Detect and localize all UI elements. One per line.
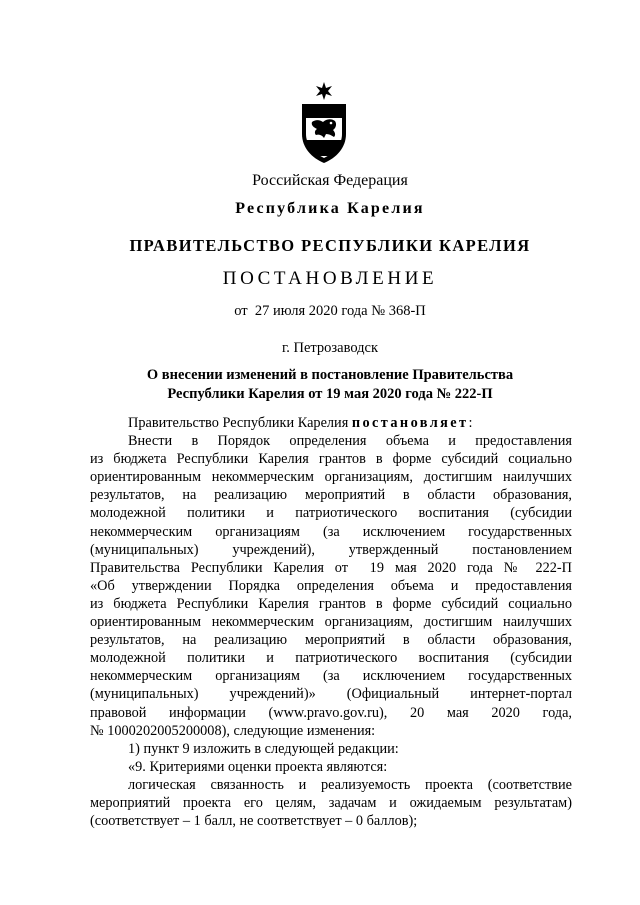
body-line: правовой информации (www.pravo.gov.ru), 20 мая 2020 года, — [90, 704, 572, 721]
body-line: результатов, на реализацию мероприятий в области образования, — [90, 632, 572, 649]
body-line: ориентированным некоммерческим организациям, достигшим наилучших — [90, 614, 572, 631]
date-and-number: от 27 июля 2020 года № 368-П — [234, 303, 426, 319]
body-line: (соответствует – 1 балл, не соответствует – 0 баллов); — [90, 813, 418, 830]
document-body — [90, 414, 572, 830]
intro-line — [90, 414, 572, 432]
document-type: ПОСТАНОВЛЕНИЕ — [222, 268, 438, 289]
intro-prefix: Правительство Республики Карелия — [128, 415, 352, 431]
body-line: некоммерческим организациям (за исключением государственных — [90, 668, 572, 685]
republic-name: Республика Карелия — [235, 200, 425, 217]
document-subject — [90, 366, 570, 403]
body-line: «Об утверждении Порядка определения объема и предоставления — [90, 577, 572, 594]
body-line: молодежной политики и патриотического воспитания (субсидии — [90, 505, 572, 522]
body-line: Внести в Порядок определения объема и предоставления — [128, 433, 572, 450]
body-line: Правительства Республики Карелия от 19 мая 2020 года № 222-П — [90, 559, 572, 576]
karelia-coat-of-arms-icon — [298, 82, 350, 164]
body-line: 1) пункт 9 изложить в следующей редакции: — [128, 740, 399, 757]
intro-suffix: : — [468, 415, 473, 431]
body-line: № 1000202005200008), следующие изменения: — [90, 722, 376, 739]
body-line: мероприятий проекта его целям, задачам и ожидаемым результатам) — [90, 794, 572, 811]
body-line: (муниципальных) учреждений)» (Официальный интернет-портал — [90, 686, 572, 703]
body-line: результатов, на реализацию мероприятий в области образования, — [90, 487, 572, 504]
body-line: ориентированным некоммерческим организациям, достигшим наилучших — [90, 469, 572, 486]
body-line: (муниципальных) учреждений), утвержденный постановлением — [90, 541, 572, 558]
city: г. Петрозаводск — [281, 340, 379, 356]
body-line: из бюджета Республики Карелия грантов в форме субсидий социально — [90, 595, 572, 612]
body-line: из бюджета Республики Карелия грантов в форме субсидий социально — [90, 451, 572, 468]
government-title: ПРАВИТЕЛЬСТВО РЕСПУБЛИКИ КАРЕЛИЯ — [129, 236, 531, 255]
intro-decrees: постановляет — [351, 415, 469, 431]
body-line: молодежной политики и патриотического воспитания (субсидии — [90, 650, 572, 667]
subject-line: Республики Карелия от 19 мая 2020 года № 222-П — [167, 385, 493, 402]
country-name: Российская Федерация — [252, 172, 408, 189]
body-line: «9. Критериями оценки проекта являются: — [128, 758, 388, 775]
subject-line: О внесении изменений в постановление Правительства — [146, 367, 514, 383]
body-line: логическая связанность и реализуемость проекта (соответствие — [128, 776, 572, 793]
body-line: некоммерческим организациям (за исключением государственных — [90, 523, 572, 540]
